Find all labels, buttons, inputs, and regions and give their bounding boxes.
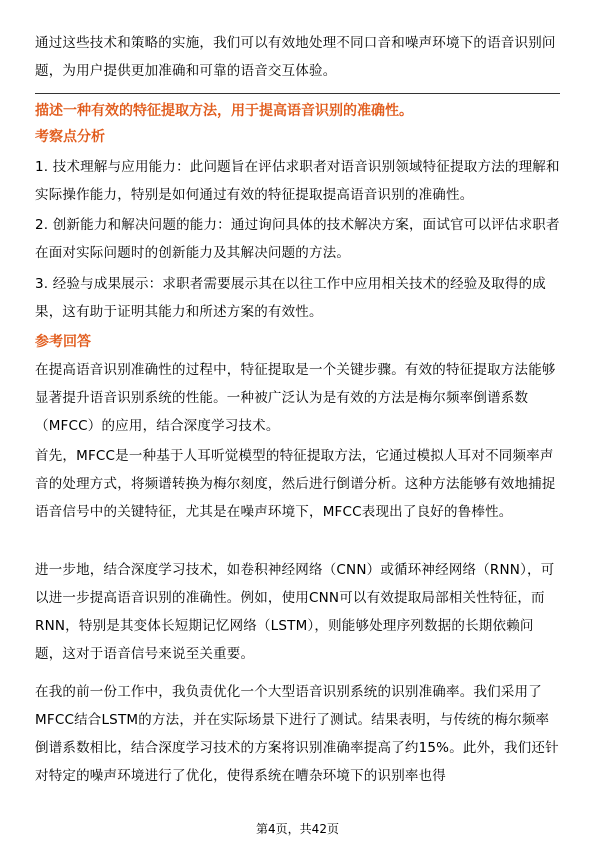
answer-paragraph-2: 首先，MFCC是一种基于人耳听觉模型的特征提取方法，它通过模拟人耳对不同频率声音的处理方式，将频谱转换为梅尔刻度，然后进行倒谱分析。这种方法能够有效地捕捉语音信号中的关键特征，尤其是在噪声环境下，MFCC表现出了良好的鲁棒性。 bbox=[35, 448, 556, 520]
answer-heading: 参考回答 bbox=[35, 334, 91, 350]
answer-paragraph-3: 进一步地，结合深度学习技术，如卷积神经网络（CNN）或循环神经网络（RNN），可以进一步提高语音识别的准确性。例如，使用CNN可以有效提取局部相关性特征，而RNN，特别是其变体长短期记忆网络（LSTM），则能够处理序列数据的长期依赖问题，这对于语音信号来说至关重要。 bbox=[35, 562, 555, 662]
answer-paragraph-4: 在我的前一份工作中，我负责优化一个大型语音识别系统的识别准确率。我们采用了MFCC结合LSTM的方法，并在实际场景下进行了测试。结果表明，与传统的梅尔频率倒谱系数相比，结合深度学习技术的方案将识别准确率提高了约15%。此外，我们还针对特定的噪声环境进行了优化，使得系统在嘈杂环境下的识别率也得 bbox=[35, 684, 559, 784]
page-number: 第4页，共42页 bbox=[256, 822, 339, 836]
analysis-heading: 考察点分析 bbox=[35, 129, 105, 145]
question-heading: 描述一种有效的特征提取方法，用于提高语音识别的准确性。 bbox=[35, 103, 413, 119]
analysis-item-3: 3. 经验与成果展示：求职者需要展示其在以往工作中应用相关技术的经验及取得的成果，这有助于证明其能力和所述方案的有效性。 bbox=[35, 276, 546, 320]
intro-paragraph: 通过这些技术和策略的实施，我们可以有效地处理不同口音和噪声环境下的语音识别问题，为用户提供更加准确和可靠的语音交互体验。 bbox=[35, 35, 556, 79]
answer-paragraph-1: 在提高语音识别准确性的过程中，特征提取是一个关键步骤。有效的特征提取方法能够显著提升语音识别系统的性能。一种被广泛认为是有效的方法是梅尔频率倒谱系数（MFCC）的应用，结合深度学习技术。 bbox=[35, 362, 556, 434]
analysis-item-2: 2. 创新能力和解决问题的能力：通过询问具体的技术解决方案，面试官可以评估求职者在面对实际问题时的创新能力及其解决问题的方法。 bbox=[35, 217, 560, 261]
analysis-item-1: 1. 技术理解与应用能力：此问题旨在评估求职者对语音识别领域特征提取方法的理解和实际操作能力，特别是如何通过有效的特征提取提高语音识别的准确性。 bbox=[35, 159, 560, 203]
section-divider bbox=[35, 93, 560, 94]
